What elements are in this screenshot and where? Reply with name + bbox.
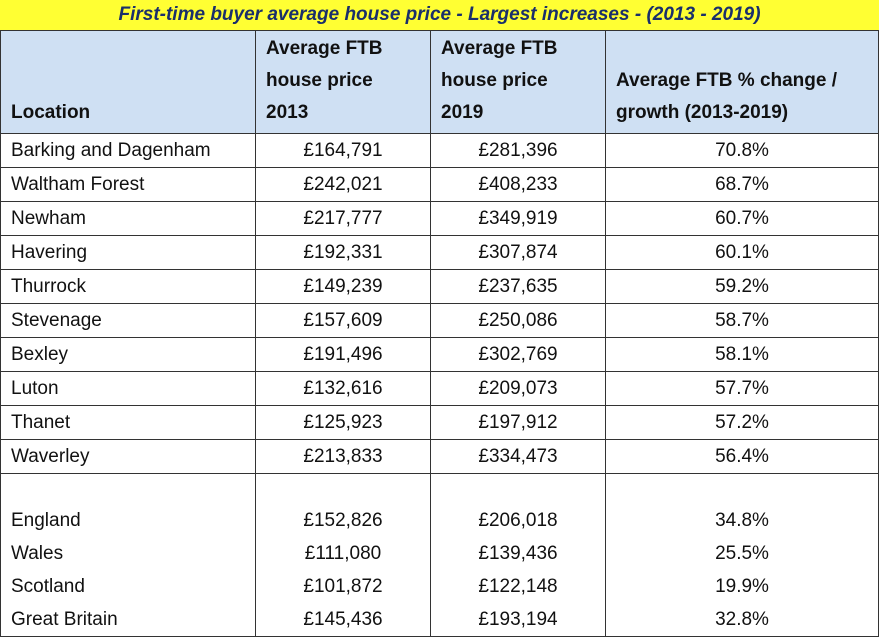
header-line: Location — [11, 102, 91, 123]
cell-price-2013: £111,080 — [256, 537, 431, 570]
table-row — [1, 236, 879, 270]
summary-row — [1, 603, 879, 637]
cell-price-2019: £250,086 — [431, 304, 606, 338]
column-header-price-2019 — [431, 31, 606, 134]
cell-percent-change: 34.8% — [606, 504, 879, 537]
cell-price-2013: £192,331 — [256, 236, 431, 270]
spacer-row — [1, 474, 879, 505]
cell-price-2019: £209,073 — [431, 372, 606, 406]
cell-price-2013: £242,021 — [256, 168, 431, 202]
cell-location: England — [1, 504, 256, 537]
table-row — [1, 270, 879, 304]
cell-price-2019: £349,919 — [431, 202, 606, 236]
table-row — [1, 372, 879, 406]
header-line: 2019 — [441, 102, 484, 123]
summary-row — [1, 504, 879, 537]
cell-price-2013: £125,923 — [256, 406, 431, 440]
table-row — [1, 440, 879, 474]
spacer-cell — [256, 474, 431, 505]
header-line: 2013 — [266, 102, 309, 123]
header-row — [1, 31, 879, 134]
spacer-cell — [431, 474, 606, 505]
cell-price-2019: £122,148 — [431, 570, 606, 603]
cell-location: Thurrock — [1, 270, 256, 304]
spacer-cell — [606, 474, 879, 505]
cell-price-2013: £149,239 — [256, 270, 431, 304]
cell-location: Waverley — [1, 440, 256, 474]
cell-location: Luton — [1, 372, 256, 406]
cell-location: Barking and Dagenham — [1, 134, 256, 168]
cell-price-2019: £408,233 — [431, 168, 606, 202]
cell-percent-change: 68.7% — [606, 168, 879, 202]
table-row — [1, 202, 879, 236]
cell-price-2019: £237,635 — [431, 270, 606, 304]
cell-price-2019: £281,396 — [431, 134, 606, 168]
header-line: house price — [266, 70, 373, 91]
cell-percent-change: 19.9% — [606, 570, 879, 603]
cell-location: Great Britain — [1, 603, 256, 637]
cell-percent-change: 59.2% — [606, 270, 879, 304]
cell-price-2013: £164,791 — [256, 134, 431, 168]
cell-price-2019: £206,018 — [431, 504, 606, 537]
table-row — [1, 134, 879, 168]
cell-location: Stevenage — [1, 304, 256, 338]
cell-price-2013: £132,616 — [256, 372, 431, 406]
cell-location: Scotland — [1, 570, 256, 603]
cell-location: Thanet — [1, 406, 256, 440]
cell-percent-change: 70.8% — [606, 134, 879, 168]
chart-title: First-time buyer average house price - Largest increases - (2013 - 2019) — [0, 0, 879, 31]
header-line: Average FTB — [266, 38, 383, 59]
column-header-location — [1, 31, 256, 134]
summary-row — [1, 570, 879, 603]
cell-percent-change: 58.7% — [606, 304, 879, 338]
cell-price-2013: £145,436 — [256, 603, 431, 637]
cell-percent-change: 57.2% — [606, 406, 879, 440]
data-table — [0, 30, 879, 637]
cell-price-2019: £302,769 — [431, 338, 606, 372]
cell-percent-change: 56.4% — [606, 440, 879, 474]
spacer-cell — [1, 474, 256, 505]
cell-price-2019: £334,473 — [431, 440, 606, 474]
cell-price-2013: £213,833 — [256, 440, 431, 474]
cell-percent-change: 60.1% — [606, 236, 879, 270]
cell-price-2019: £193,194 — [431, 603, 606, 637]
column-header-price-2013 — [256, 31, 431, 134]
cell-percent-change: 25.5% — [606, 537, 879, 570]
header-line: Average FTB % change / — [616, 70, 838, 91]
cell-price-2013: £101,872 — [256, 570, 431, 603]
cell-price-2019: £307,874 — [431, 236, 606, 270]
cell-price-2013: £152,826 — [256, 504, 431, 537]
table-row — [1, 338, 879, 372]
cell-location: Bexley — [1, 338, 256, 372]
header-line: Average FTB — [441, 38, 558, 59]
cell-price-2019: £197,912 — [431, 406, 606, 440]
table-row — [1, 406, 879, 440]
header-line: house price — [441, 70, 548, 91]
cell-price-2019: £139,436 — [431, 537, 606, 570]
cell-percent-change: 58.1% — [606, 338, 879, 372]
cell-location: Newham — [1, 202, 256, 236]
cell-location: Wales — [1, 537, 256, 570]
cell-location: Havering — [1, 236, 256, 270]
summary-row — [1, 537, 879, 570]
cell-percent-change: 57.7% — [606, 372, 879, 406]
cell-percent-change: 32.8% — [606, 603, 879, 637]
header-line: growth (2013-2019) — [616, 102, 789, 123]
cell-price-2013: £157,609 — [256, 304, 431, 338]
table-body — [1, 134, 879, 637]
cell-percent-change: 60.7% — [606, 202, 879, 236]
table-row — [1, 304, 879, 338]
cell-price-2013: £191,496 — [256, 338, 431, 372]
cell-price-2013: £217,777 — [256, 202, 431, 236]
cell-location: Waltham Forest — [1, 168, 256, 202]
column-header-percent-change — [606, 31, 879, 134]
table-row — [1, 168, 879, 202]
